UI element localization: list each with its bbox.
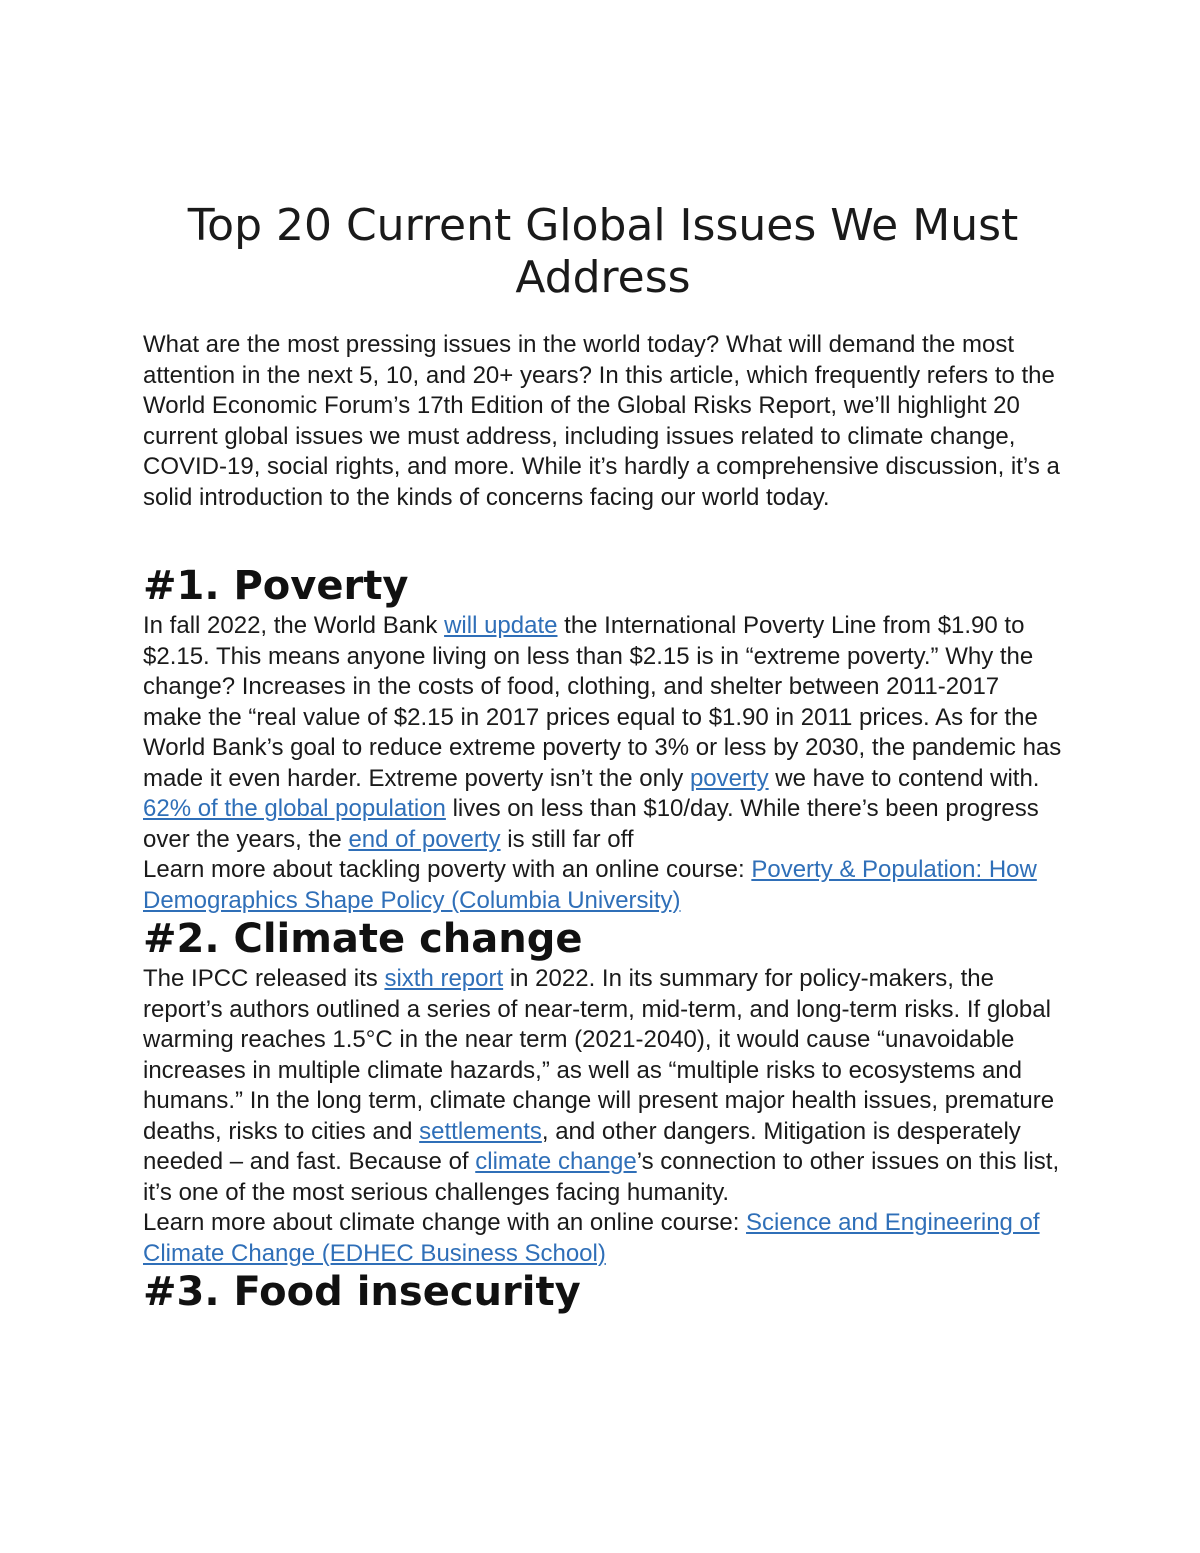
link-will-update[interactable]: will update: [444, 612, 558, 639]
poverty-text-3: we have to contend with.: [768, 764, 1040, 792]
section-food-insecurity: [143, 1269, 1063, 1315]
climate-text-3: , and other dangers. Mitigation is desperately needed – and fast. Because of: [143, 1117, 1021, 1175]
link-sixth-report[interactable]: sixth report: [384, 965, 504, 992]
climate-text-2: in 2022. In its summary for policy-makers, the report’s authors outlined a series of near-term, mid-term, and long-term risks. If global warming reaches 1.5°C in the near term (2021-2040), it would cause “unavoidable increases in multiple climate hazards,” as well as “multiple risks to ecosystems and humans.” In the long term, climate change will present major health issues, premature deaths, risks to cities and: [143, 965, 1055, 1145]
section-heading-climate-change: #2. Climate change: [143, 916, 583, 962]
section-heading-poverty: #1. Poverty: [143, 563, 409, 609]
section-climate-change: [143, 916, 1063, 1269]
document-title: Top 20 Current Global Issues We Must Address: [187, 200, 1019, 303]
link-poverty[interactable]: poverty: [689, 764, 769, 792]
link-62-percent-global-population[interactable]: 62% of the global population: [143, 795, 446, 822]
section-heading-food-insecurity: #3. Food insecurity: [143, 1269, 581, 1315]
section-poverty: [143, 563, 1063, 916]
poverty-text-4: lives on less than $10/day. While there’s been progress over the years, the: [143, 795, 1039, 853]
link-climate-course[interactable]: Science and Engineering of Climate Change (EDHEC Business School): [143, 1209, 1040, 1267]
climate-paragraph: [143, 964, 1063, 1208]
poverty-text-1: In fall 2022, the World Bank: [143, 612, 445, 639]
link-climate-change[interactable]: climate change: [475, 1148, 637, 1175]
link-end-of-poverty[interactable]: end of poverty: [348, 825, 501, 853]
poverty-paragraph: [143, 611, 1063, 855]
poverty-course-text: Learn more about tackling poverty with an online course:: [143, 856, 752, 883]
climate-course-text: Learn more about climate change with an online course:: [143, 1209, 747, 1236]
link-poverty-population-course[interactable]: Poverty & Population: How Demographics Shape Policy (Columbia University): [143, 856, 1037, 914]
document-page: [143, 200, 1063, 1317]
poverty-text-2: the International Poverty Line from $1.90 to $2.15. This means anyone living on less than $2.15 is in “extreme poverty.” Why the change? Increases in the costs of food, clothing, and shelter between 2011-2017 make the “real value of $2.15 in 2017 prices equal to $1.90 in 2011 prices. As for the World Bank’s goal to reduce extreme poverty to 3% or less by 2030, the pandemic has made it even harder. Extreme poverty isn’t the only: [143, 612, 1062, 792]
intro-paragraph: What are the most pressing issues in the world today? What will demand the most attention in the next 5, 10, and 20+ years? In this article, which frequently refers to the World Economic Forum’s 17th Edition of the Global Risks Report, we’ll highlight 20 current global issues we must address, including issues related to climate change, COVID-19, social rights, and more. While it’s hardly a comprehensive discussion, it’s a solid introduction to the kinds of concerns facing our world today.: [143, 331, 1060, 511]
link-settlements[interactable]: settlements: [419, 1117, 542, 1145]
poverty-course-paragraph: [143, 855, 1063, 916]
poverty-text-5: is still far off: [500, 825, 634, 853]
climate-text-1: The IPCC released its: [143, 965, 385, 992]
climate-course-paragraph: [143, 1208, 1063, 1269]
climate-text-4: ’s connection to other issues on this list, it’s one of the most serious challenges facing humanity.: [143, 1148, 1060, 1206]
